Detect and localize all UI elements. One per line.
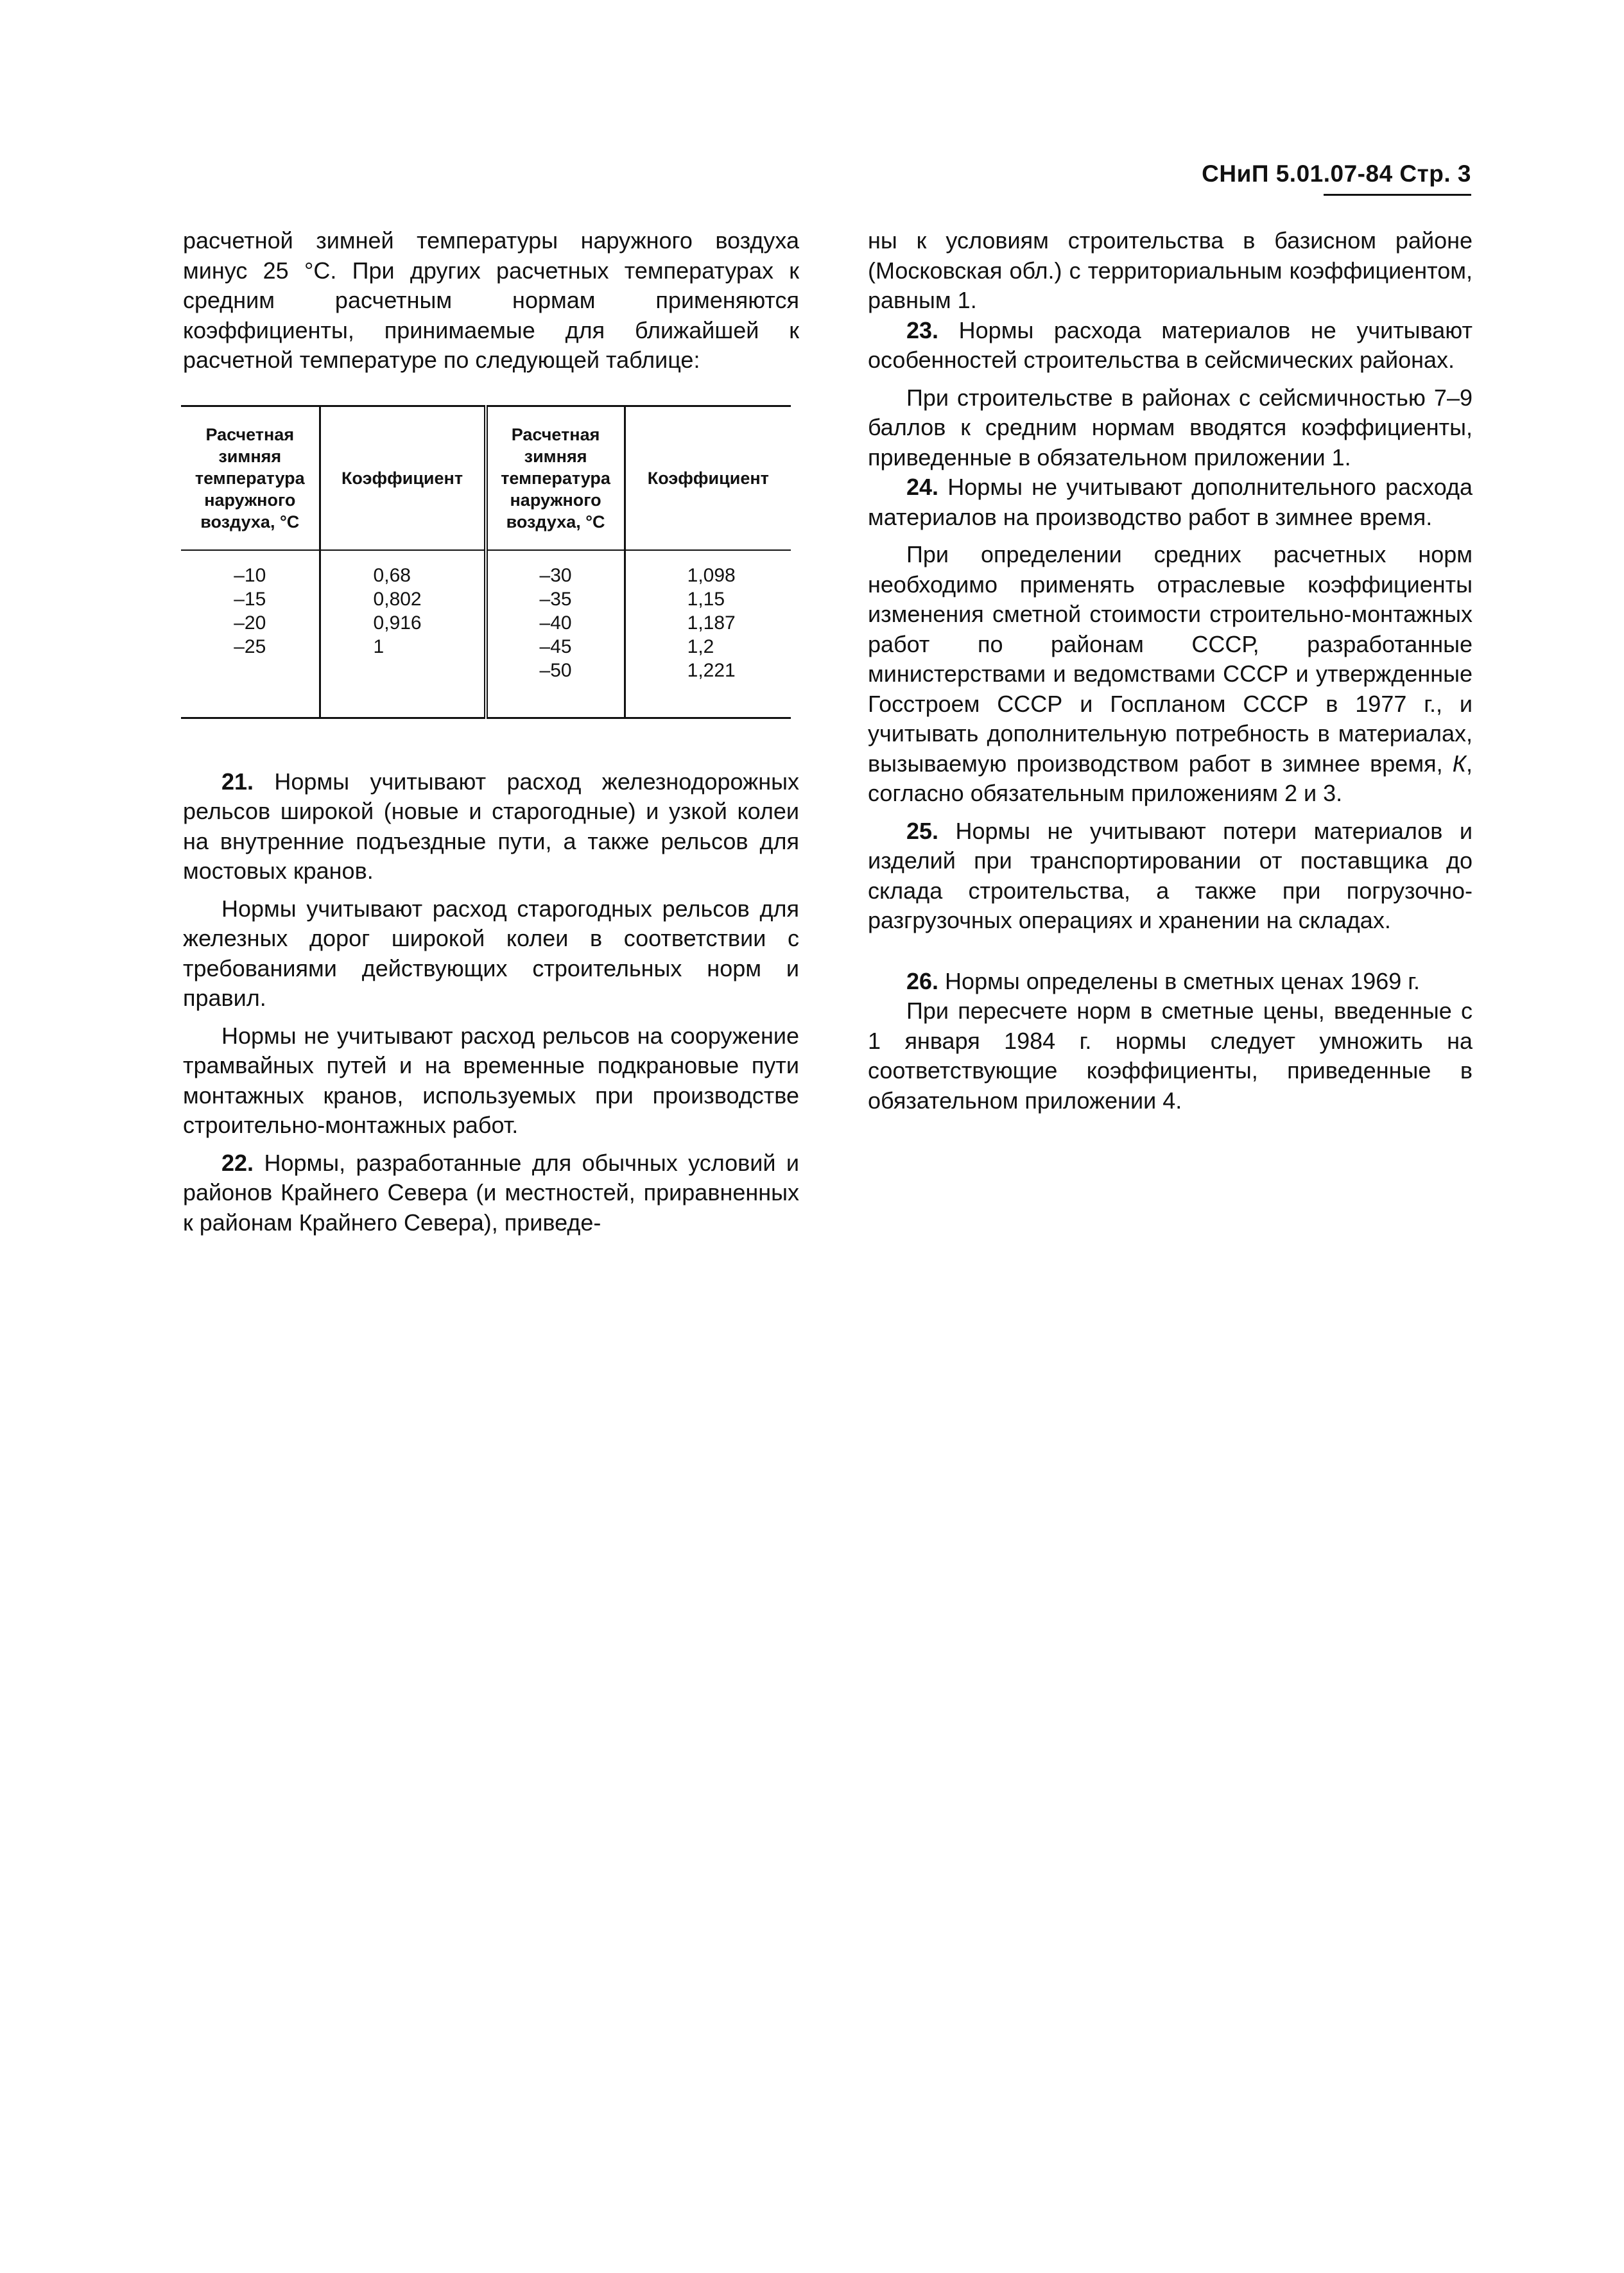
paragraph-25 bbox=[868, 817, 1473, 936]
paragraph-text: Нормы не учитывают дополнительного расхода материалов на производство работ в зимнее время. bbox=[868, 474, 1473, 530]
right-column bbox=[868, 226, 1473, 1116]
table-cell: –30 bbox=[539, 565, 572, 586]
table-header-temp-2: Расчетная зимняя температура наружного воздуха, °С bbox=[486, 406, 625, 551]
paragraph-number: 25. bbox=[906, 817, 939, 844]
table-cell: 1,221 bbox=[687, 660, 736, 681]
paragraph-number: 23. bbox=[906, 316, 939, 343]
paragraph-text: Нормы не учитывают потери материалов и изделий при транспортировании от поставщика до склада строительства, а также при погрузочно-разгрузочных операциях и хранении на складах. bbox=[868, 817, 1473, 933]
paragraph-number: 26. bbox=[906, 967, 939, 994]
table-cell: –45 bbox=[539, 636, 572, 657]
continuation-paragraph: ны к условиям строительства в базисном районе (Московская обл.) с территориальным коэффициентом, равным 1. bbox=[868, 227, 1473, 313]
table-cell: 0,802 bbox=[373, 589, 422, 610]
paragraph-21b: Нормы учитывают расход старогодных рельсов для железных дорог широкой колеи в соответствии с требованиями действующих строительных норм и правил. bbox=[183, 895, 799, 1011]
table-cell: –25 bbox=[234, 636, 266, 657]
coefficient-symbol: К bbox=[1452, 750, 1466, 777]
paragraph-text: При определении средних расчетных норм необходимо применять отраслевые коэффициенты изменения сметной стоимости строительно-монтажных работ по районам СССР, разработанные министерствами и ведомствами СССР и утвержденные Госстроем СССР и Госпланом СССР в 1977 г., и учитывать дополнительную потребность в материалах, вызываемую производством работ в зимнее время, bbox=[868, 541, 1473, 777]
table-cell: –15 bbox=[234, 589, 266, 610]
paragraph-26 bbox=[868, 967, 1473, 997]
paragraph-text: Нормы определены в сметных ценах 1969 г. bbox=[938, 967, 1421, 994]
table-cell: –10 bbox=[234, 565, 266, 586]
paragraph-text: Нормы учитывают расход железнодорожных рельсов широкой (новые и старогодные) и узкой колеи на внутренние подъездные пути, а также рельсов для мостовых кранов. bbox=[183, 768, 799, 884]
paragraph-text: Нормы, разработанные для обычных условий и районов Крайнего Севера (и местностей, приравненных к районам Крайнего Севера), приведе- bbox=[183, 1149, 799, 1236]
table-cell: –20 bbox=[234, 612, 266, 634]
table-column-temp-1 bbox=[181, 550, 320, 718]
paragraph-23 bbox=[868, 316, 1473, 376]
table-column-coef-2 bbox=[625, 550, 791, 718]
intro-paragraph: расчетной зимней температуры наружного воздуха минус 25 °С. При других расчетных температурах к средним расчетным нормам применяются коэффициенты, принимаемые для ближайшей к расчетной температуре по следующей таблице: bbox=[183, 227, 799, 373]
page-header: СНиП 5.01.07-84 Стр. 3 bbox=[1202, 160, 1471, 187]
table-cell: 1,15 bbox=[687, 589, 725, 610]
paragraph-21c: Нормы не учитывают расход рельсов на сооружение трамвайных путей и на временные подкрановые пути монтажных кранов, используемых при производстве строительно-монтажных работ. bbox=[183, 1022, 799, 1138]
left-column bbox=[183, 226, 799, 1238]
paragraph-26b: При пересчете норм в сметные цены, введенные с 1 января 1984 г. нормы следует умножить на соответствующие коэффициенты, приведенные в обязательном приложении 4. bbox=[868, 998, 1473, 1114]
paragraph-number: 24. bbox=[906, 474, 939, 500]
table-header-coef-2: Коэффициент bbox=[625, 406, 791, 551]
table-cell: 0,68 bbox=[373, 565, 411, 586]
paragraph-22 bbox=[183, 1148, 799, 1238]
header-rule bbox=[1324, 194, 1471, 196]
paragraph-24b bbox=[868, 540, 1473, 809]
table-cell: –40 bbox=[539, 612, 572, 634]
coefficient-table bbox=[181, 405, 791, 707]
table-header-coef-1: Коэффициент bbox=[320, 406, 485, 551]
table-header-temp-1: Расчетная зимняя температура наружного воздуха, °С bbox=[181, 406, 320, 551]
table-cell: –50 bbox=[539, 660, 572, 681]
paragraph-24 bbox=[868, 472, 1473, 532]
paragraph-text: Нормы расхода материалов не учитывают особенностей строительства в сейсмических районах. bbox=[868, 316, 1473, 373]
table-cell: –35 bbox=[539, 589, 572, 610]
paragraph-number: 21. bbox=[221, 768, 254, 795]
table-cell: 1,2 bbox=[687, 636, 714, 657]
table-cell: 1,187 bbox=[687, 612, 736, 634]
table-column-temp-2 bbox=[486, 550, 625, 718]
paragraph-21 bbox=[183, 767, 799, 886]
table-cell: 1 bbox=[373, 636, 384, 657]
paragraph-text: , согласно обязательным приложениям 2 и 3. bbox=[868, 750, 1473, 806]
paragraph-23b: При строительстве в районах с сейсмичностью 7–9 баллов к средним нормам вводятся коэффициенты, приведенные в обязательном приложении 1. bbox=[868, 384, 1473, 471]
table-cell: 1,098 bbox=[687, 565, 736, 586]
table-column-coef-1 bbox=[320, 550, 485, 718]
table-cell: 0,916 bbox=[373, 612, 422, 634]
paragraph-number: 22. bbox=[221, 1149, 254, 1176]
